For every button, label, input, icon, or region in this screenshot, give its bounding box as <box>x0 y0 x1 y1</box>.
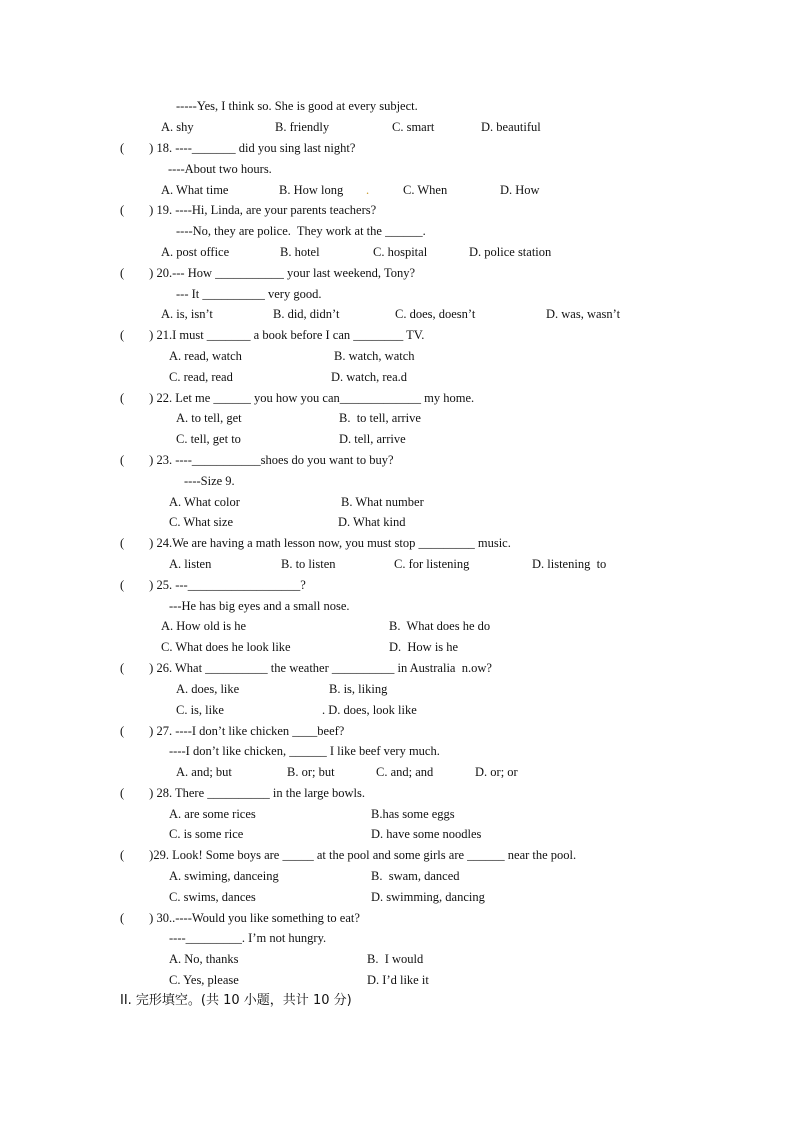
text-line: D. have some noodles <box>371 827 482 841</box>
text-line: D. police station <box>469 245 552 259</box>
text-line: ----No, they are police. They work at the ______. <box>176 224 426 238</box>
text-line: A. What time <box>161 183 229 197</box>
text-line: C. What size <box>169 515 233 529</box>
text-line: C. and; and <box>376 765 434 779</box>
text-line: A. read, watch <box>169 349 242 363</box>
text-line: C. does, doesn’t <box>395 307 476 321</box>
text-line: C. for listening <box>394 557 470 571</box>
text-line: A. is, isn’t <box>161 307 213 321</box>
text-line: D. What kind <box>338 515 406 529</box>
text-line: . D. does, look like <box>322 703 417 717</box>
text-line: C. is some rice <box>169 827 244 841</box>
text-line: C. is, like <box>176 703 224 717</box>
text-line: C. Yes, please <box>169 973 239 987</box>
text-line: B. to tell, arrive <box>339 411 421 425</box>
text-line: --- It __________ very good. <box>176 287 322 301</box>
text-line: B. How long <box>279 183 344 197</box>
text-line: D. tell, arrive <box>339 432 406 446</box>
text-line: D. listening to <box>532 557 607 571</box>
text-line: ( ) 25. ---__________________? <box>120 578 306 592</box>
text-line: C. When <box>403 183 448 197</box>
text-line: D. How is he <box>389 640 459 654</box>
text-line: D. or; or <box>475 765 518 779</box>
text-line: D. How <box>500 183 540 197</box>
text-line: A. What color <box>169 495 240 509</box>
text-line: A. to tell, get <box>176 411 242 425</box>
text-line: B. or; but <box>287 765 335 779</box>
text-line: B. What does he do <box>389 619 491 633</box>
text-line: B. hotel <box>280 245 320 259</box>
text-line: ( ) 23. ----___________shoes do you want to buy? <box>120 453 394 467</box>
text-line: C. tell, get to <box>176 432 241 446</box>
text-line: ( ) 27. ----I don’t like chicken ____beef? <box>120 724 345 738</box>
text-line: B. did, didn’t <box>273 307 340 321</box>
text-line: ( ) 30..----Would you like something to eat? <box>120 911 360 925</box>
text-line: C. smart <box>392 120 435 134</box>
text-line: B. watch, watch <box>334 349 415 363</box>
text-line: C. read, read <box>169 370 233 384</box>
text-line: A. listen <box>169 557 212 571</box>
text-line: ( ) 19. ----Hi, Linda, are your parents teachers? <box>120 203 377 217</box>
text-line: ----Size 9. <box>184 474 235 488</box>
text-line: ----_________. I’m not hungry. <box>169 931 327 945</box>
text-line: ( )29. Look! Some boys are _____ at the pool and some girls are ______ near the pool. <box>120 848 577 862</box>
text-line: A. shy <box>161 120 194 134</box>
text-line: D. beautiful <box>481 120 541 134</box>
text-line: ( ) 22. Let me ______ you how you can_____________ my home. <box>120 391 475 405</box>
text-line: ----I don’t like chicken, ______ I like beef very much. <box>169 744 440 758</box>
stray-mark: . <box>366 183 370 197</box>
text-line: ( ) 28. There __________ in the large bowls. <box>120 786 365 800</box>
text-line: D. was, wasn’t <box>546 307 621 321</box>
text-line: B.has some eggs <box>371 807 455 821</box>
text-line: C. swims, dances <box>169 890 256 904</box>
text-line: A. swiming, danceing <box>169 869 279 883</box>
text-line: D. swimming, dancing <box>371 890 485 904</box>
text-line: ( ) 24.We are having a math lesson now, you must stop _________ music. <box>120 536 511 550</box>
text-line: -----Yes, I think so. She is good at every subject. <box>176 99 418 113</box>
text-line: ( ) 18. ----_______ did you sing last night? <box>120 141 356 155</box>
text-line: ----About two hours. <box>168 162 272 176</box>
text-line: B. What number <box>341 495 424 509</box>
text-line: B. friendly <box>275 120 330 134</box>
text-line: A. post office <box>161 245 230 259</box>
text-line: B. to listen <box>281 557 336 571</box>
section-heading-cloze: II. 完形填空。(共 10 小题，共计 10 分) <box>120 993 352 1008</box>
text-line: ( ) 21.I must _______ a book before I can ________ TV. <box>120 328 425 342</box>
text-line: ( ) 20.--- How ___________ your last weekend, Tony? <box>120 266 416 280</box>
text-line: A. does, like <box>176 682 240 696</box>
text-line: D. watch, rea.d <box>331 370 408 384</box>
text-line: A. No, thanks <box>169 952 239 966</box>
text-line: B. swam, danced <box>371 869 460 883</box>
text-line: A. and; but <box>176 765 232 779</box>
text-line: ( ) 26. What __________ the weather __________ in Australia n.ow? <box>120 661 492 675</box>
text-line: D. I’d like it <box>367 973 429 987</box>
text-line: B. I would <box>367 952 424 966</box>
text-line: B. is, liking <box>329 682 388 696</box>
text-line: C. hospital <box>373 245 428 259</box>
text-line: A. How old is he <box>161 619 247 633</box>
text-line: ---He has big eyes and a small nose. <box>169 599 350 613</box>
text-line: C. What does he look like <box>161 640 291 654</box>
text-line: A. are some rices <box>169 807 256 821</box>
